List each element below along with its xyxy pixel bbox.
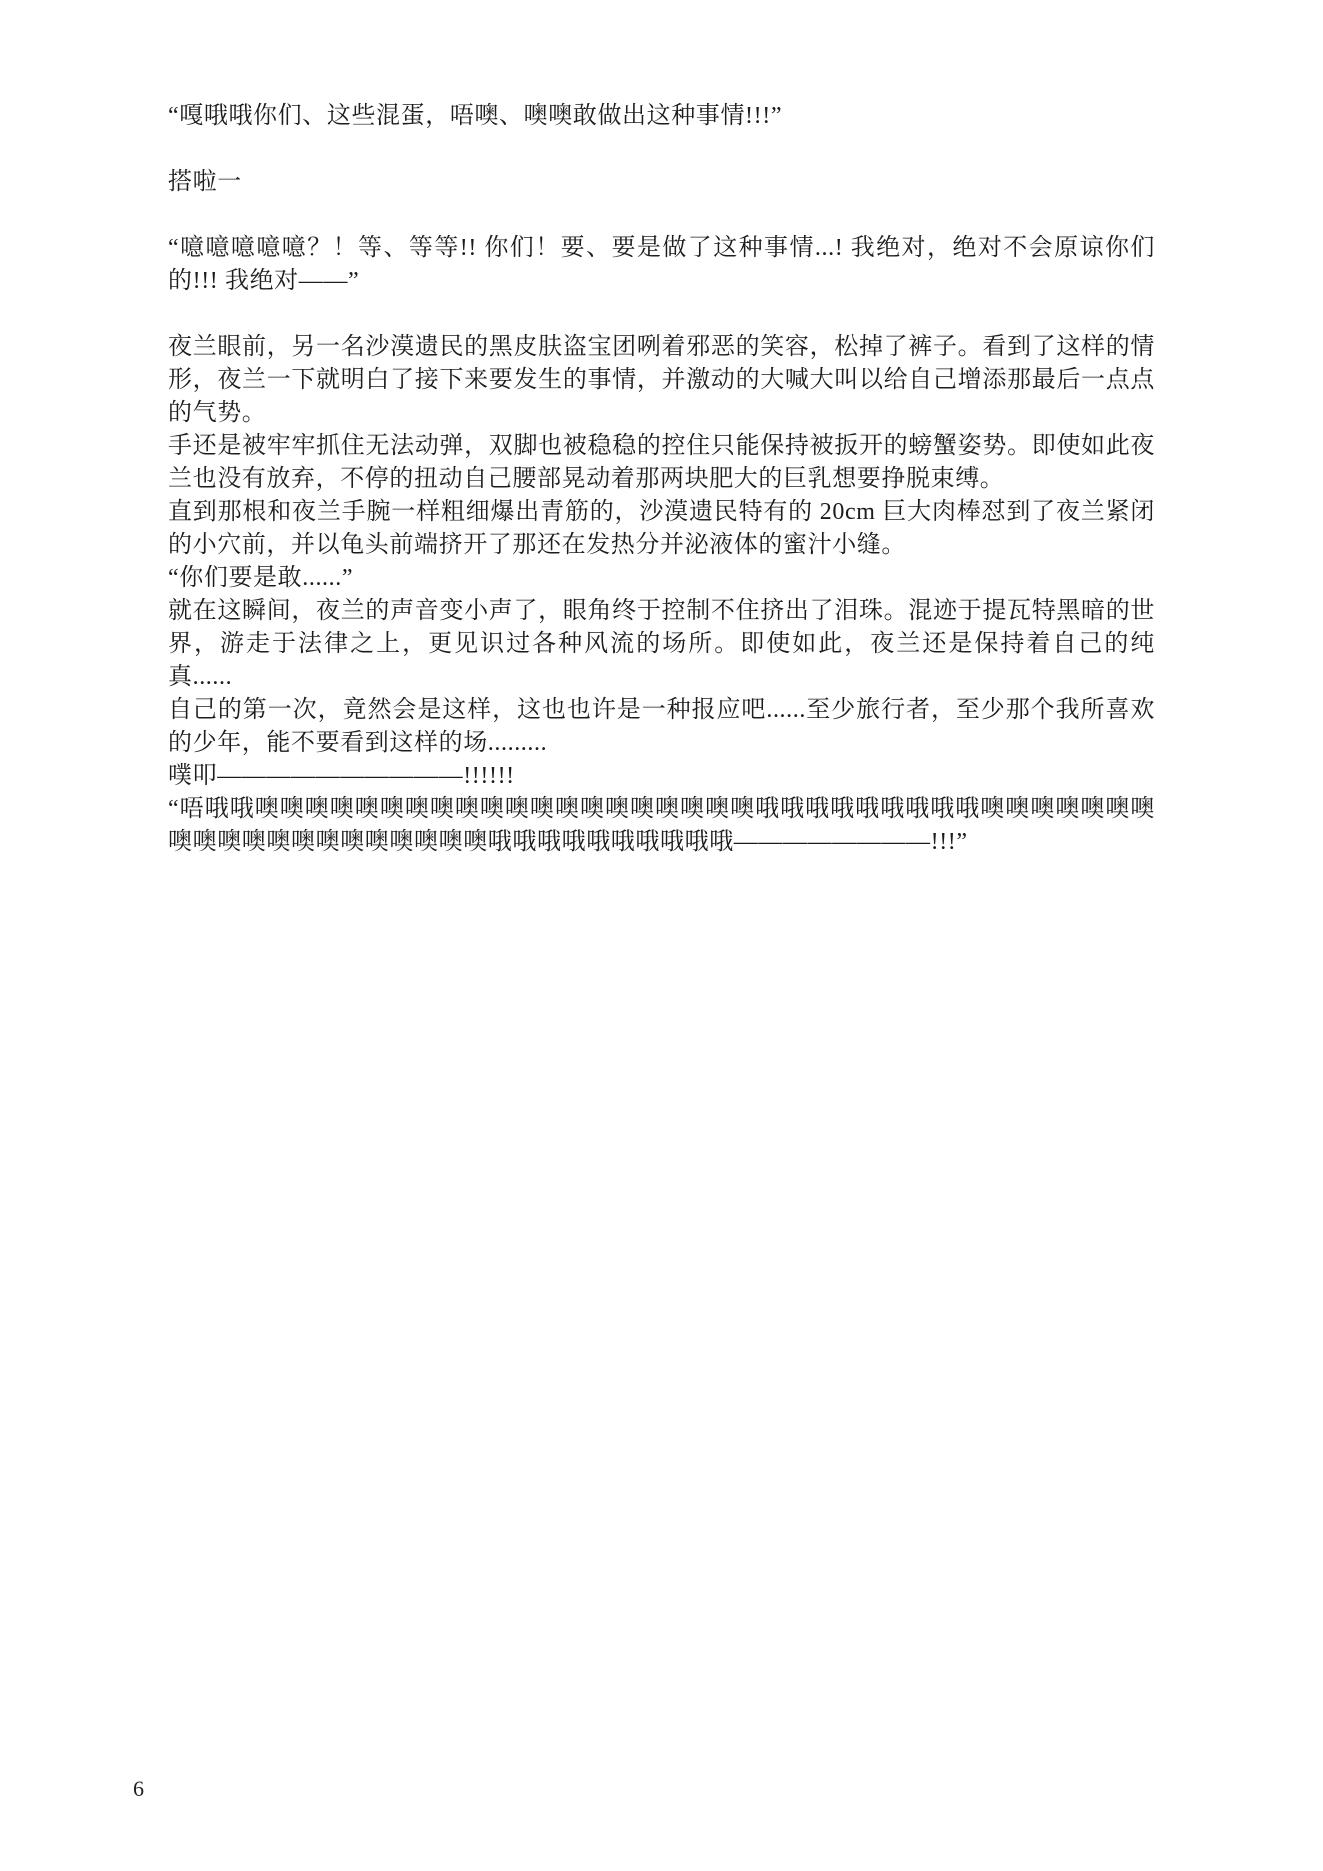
paragraph: “你们要是敢......”	[168, 565, 354, 591]
paragraph: “噫噫噫噫噫？！等、等等!! 你们！要、要是做了这种事情...! 我绝对，绝对不会原谅你们的!!! 我绝对——”	[168, 235, 1155, 294]
paragraph: 搭啦一	[168, 169, 242, 195]
paragraph: 夜兰眼前，另一名沙漠遗民的黑皮肤盗宝团咧着邪恶的笑容，松掉了裤子。看到了这样的情形，夜兰一下就明白了接下来要发生的事情，并激动的大喊大叫以给自己增添那最后一点点的气势。	[168, 334, 1155, 426]
paragraph: “嘎哦哦你们、这些混蛋，唔噢、噢噢敢做出这种事情!!!”	[168, 103, 783, 129]
paragraph: 就在这瞬间，夜兰的声音变小声了，眼角终于控制不住挤出了泪珠。混迹于提瓦特黑暗的世界，游走于法律之上，更见识过各种风流的场所。即使如此，夜兰还是保持着自己的纯真......	[168, 598, 1155, 690]
paragraph: 手还是被牢牢抓住无法动弹，双脚也被稳稳的控住只能保持被扳开的螃蟹姿势。即使如此夜兰也没有放弃，不停的扭动自己腰部晃动着那两块肥大的巨乳想要挣脱束缚。	[168, 433, 1155, 492]
paragraph: 直到那根和夜兰手腕一样粗细爆出青筋的，沙漠遗民特有的 20cm 巨大肉棒怼到了夜兰紧闭的小穴前，并以龟头前端挤开了那还在发热分并泌液体的蜜汁小缝。	[168, 499, 1155, 558]
page-number: 6	[133, 1776, 144, 1801]
text-body	[168, 100, 1155, 859]
paragraph: 噗叩——————————!!!!!!	[168, 763, 515, 789]
paragraph: “唔哦哦噢噢噢噢噢噢噢噢噢噢噢噢噢噢噢噢噢噢噢噢哦哦哦哦哦哦哦哦哦噢噢噢噢噢噢噢噢噢噢噢噢噢噢噢噢噢噢噢噢哦哦哦哦哦哦哦哦哦哦————————!!!”	[168, 796, 1155, 855]
paragraph: 自己的第一次，竟然会是这样，这也也许是一种报应吧......至少旅行者，至少那个我所喜欢的少年，能不要看到这样的场.........	[168, 697, 1155, 756]
